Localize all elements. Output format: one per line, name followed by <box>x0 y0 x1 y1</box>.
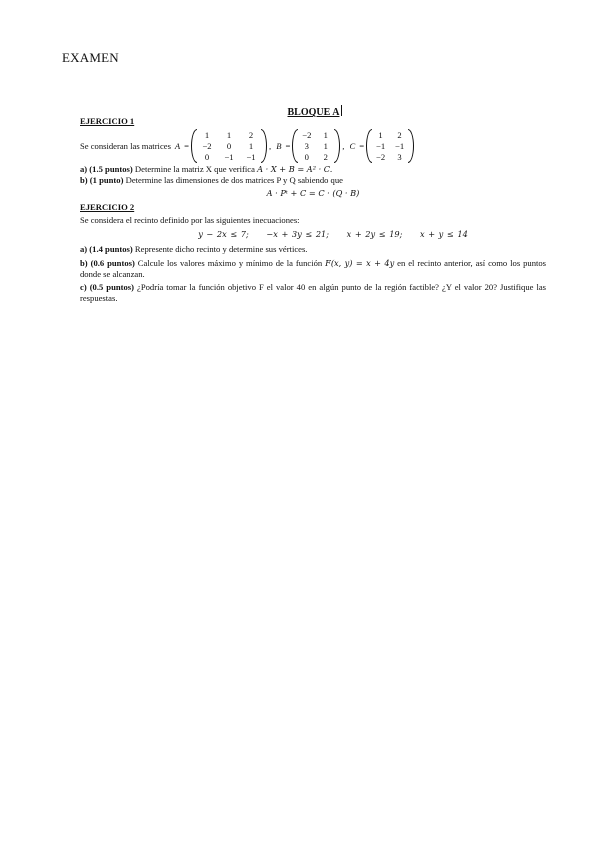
comma-separator: , <box>342 140 345 151</box>
matrix-b-label: B <box>276 140 282 151</box>
matrix-cell: 2 <box>248 129 254 140</box>
exercise-2-part-b <box>80 258 546 280</box>
part-text: ¿Podría tomar la función objetivo F el valor 40 en algún punto de la región factible? ¿Y el valor 20? Justifique las respuestas. <box>80 282 546 304</box>
exercise-1-title: EJERCICIO 1 <box>80 116 135 126</box>
matrix-a <box>191 129 267 163</box>
matrix-cell: 1 <box>378 129 383 140</box>
matrix-cell: −1 <box>246 151 256 162</box>
matrix-cell: 0 <box>304 151 309 162</box>
inequalities-line <box>80 229 546 240</box>
matrix-cell: −2 <box>202 140 212 151</box>
part-text: Calcule los valores máximo y mínimo de la función <box>137 257 323 268</box>
inequality: −x + 3y ≤ 21; <box>266 229 329 240</box>
part-text: Determine la matriz X que verifica <box>134 164 255 175</box>
matrix-cell: 3 <box>397 151 402 162</box>
equation-centered: A · Pᵗ + C = C · (Q · B) <box>266 187 360 198</box>
text-cursor <box>341 105 342 116</box>
matrix-b <box>292 129 340 163</box>
matrix-c <box>366 129 414 163</box>
matrix-cell: 2 <box>397 129 402 140</box>
block-title-text: BLOQUE A <box>287 107 340 118</box>
matrix-cell: −1 <box>224 151 234 162</box>
matrix-cell: 1 <box>226 129 232 140</box>
part-text: Represente dicho recinto y determine sus vértices. <box>134 244 308 255</box>
equals-sign: = <box>184 140 190 151</box>
inequality: x + y ≤ 14 <box>419 229 468 240</box>
matrix-cell: 1 <box>323 129 328 140</box>
part-text: Determine las dimensiones de dos matrices P y Q sabiendo que <box>125 175 343 186</box>
exam-content <box>80 116 546 304</box>
exercise-2-part-c <box>80 282 546 304</box>
matrix-a-grid <box>197 129 261 163</box>
equation: A · X + B = A² · C. <box>257 164 333 175</box>
exercise-2-part-a <box>80 244 546 255</box>
equals-sign: = <box>359 140 365 151</box>
equals-sign: = <box>285 140 291 151</box>
exercise-1-part-b <box>80 175 546 186</box>
matrix-cell: 1 <box>248 140 254 151</box>
matrix-cell: −1 <box>375 140 386 151</box>
matrix-cell: −1 <box>394 140 405 151</box>
matrix-cell: 1 <box>204 129 210 140</box>
part-label: c) (0.5 puntos) <box>80 282 135 293</box>
exercise-1-part-a <box>80 164 546 175</box>
right-paren <box>334 129 340 163</box>
inequality: y − 2x ≤ 7; <box>198 229 249 240</box>
matrix-c-grid <box>372 129 408 163</box>
matrix-cell: 0 <box>204 151 210 162</box>
matrix-c-label: C <box>349 140 356 151</box>
matrices-definition <box>80 128 546 164</box>
matrix-b-grid <box>298 129 334 163</box>
matrix-cell: 0 <box>226 140 232 151</box>
document-header: EXAMEN <box>62 50 119 65</box>
part-label: b) (0.6 puntos) <box>80 257 135 268</box>
objective-function: F(x, y) = x + 4y <box>325 257 395 268</box>
exercise-2-title: EJERCICIO 2 <box>80 201 135 212</box>
right-paren <box>261 129 267 163</box>
part-label: a) (1.4 puntos) <box>80 244 133 255</box>
comma-separator: , <box>269 140 272 151</box>
part-label: a) (1.5 puntos) <box>80 164 133 175</box>
part-label: b) (1 punto) <box>80 175 124 186</box>
matrices-intro: Se consideran las matrices <box>80 140 171 151</box>
matrix-cell: −2 <box>302 129 312 140</box>
matrix-cell: 2 <box>323 151 328 162</box>
part-text: en el recinto anterior, así como los puntos donde se alcanzan. <box>80 257 547 279</box>
matrix-cell: −2 <box>375 151 386 162</box>
right-paren <box>408 129 414 163</box>
matrix-cell: 3 <box>304 140 309 151</box>
exercise-2-intro: Se considera el recinto definido por las siguientes inecuaciones: <box>80 215 300 226</box>
matrix-a-label: A <box>174 140 181 151</box>
matrix-cell: 1 <box>323 140 328 151</box>
inequality: x + 2y ≤ 19; <box>346 229 403 240</box>
